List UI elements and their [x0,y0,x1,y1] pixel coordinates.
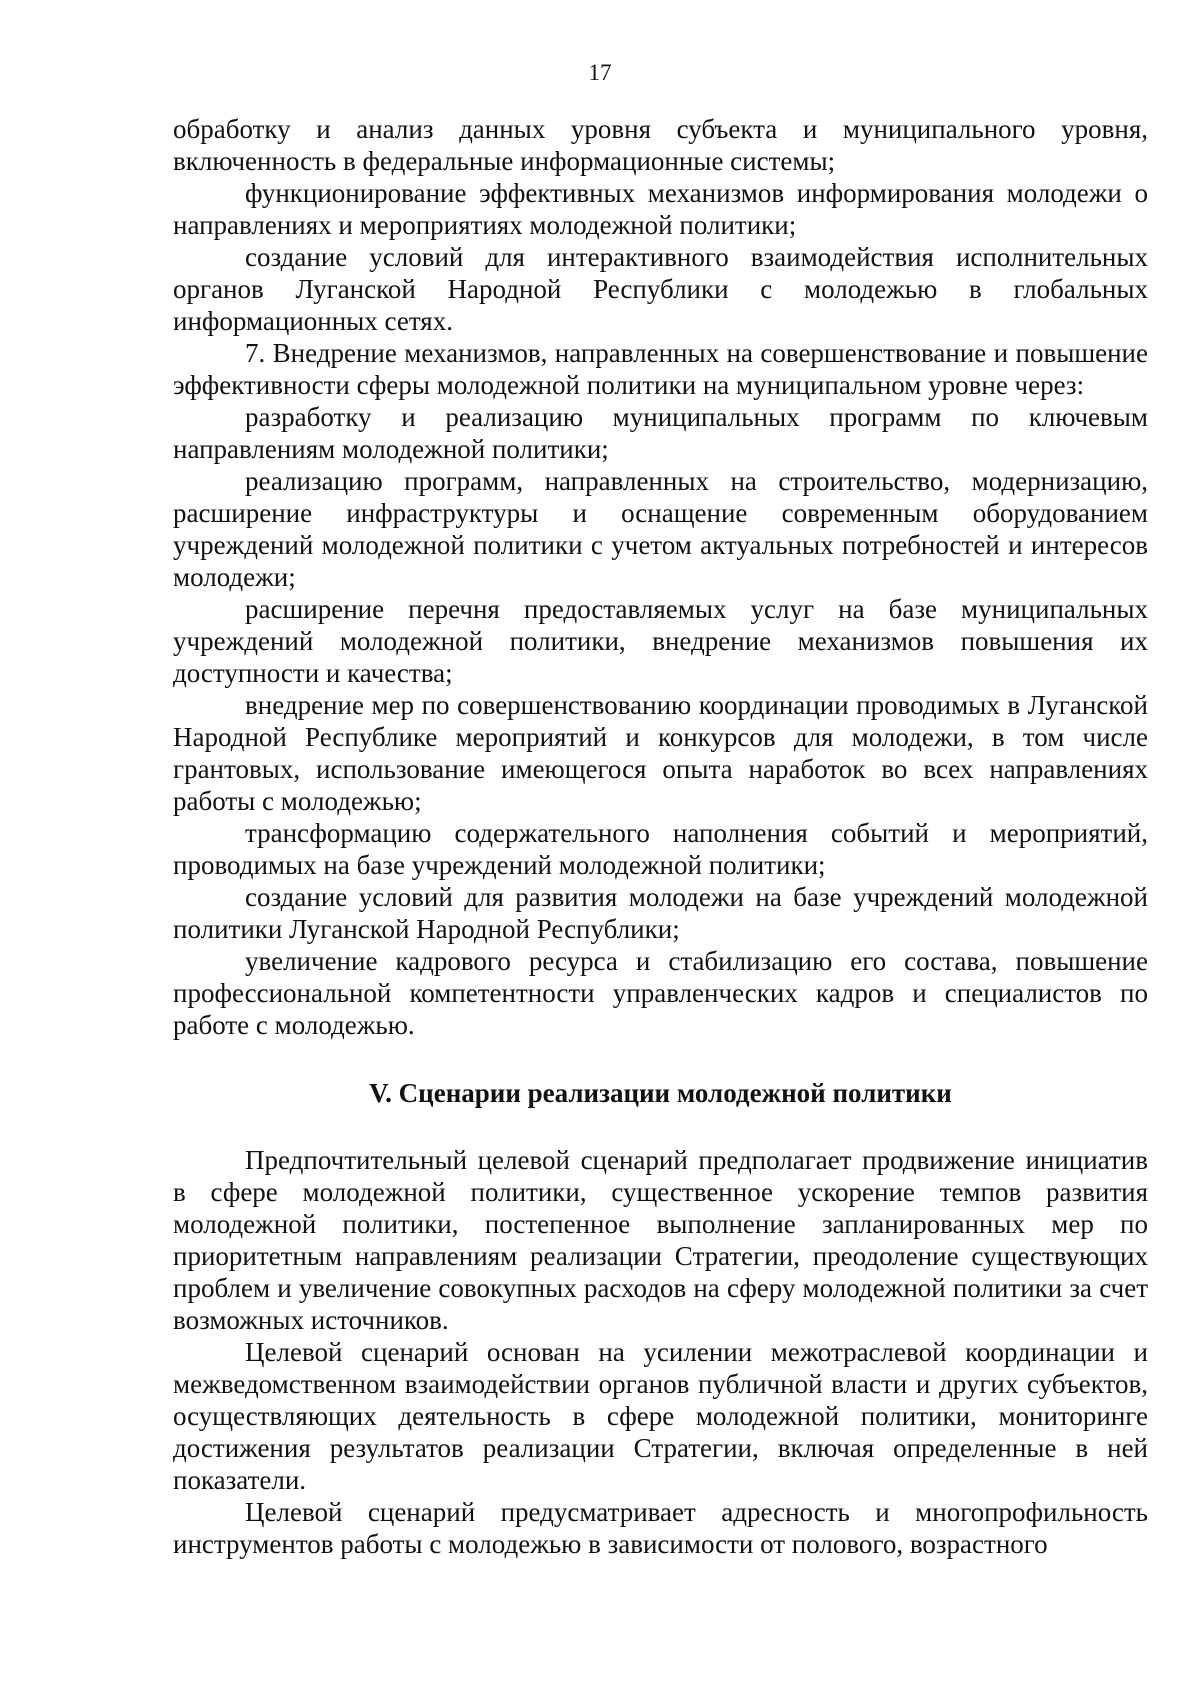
paragraph: трансформацию содержательного наполнения событий и мероприятий, проводимых на базе учреждений молодежной политики; [173,818,1148,880]
document-body [173,113,1148,1560]
section-heading: V. Сценарии реализации молодежной политики [369,1078,952,1108]
paragraph: 7. Внедрение механизмов, направленных на совершенствование и повышение эффективности сферы молодежной политики на муниципальном уровне через: [173,338,1148,400]
paragraph: реализацию программ, направленных на строительство, модернизацию, расширение инфраструктуры и оснащение современным оборудованием учреждений молодежной политики с учетом актуальных потребностей и интересов молодежи; [173,466,1148,592]
paragraph: Целевой сценарий основан на усилении межотраслевой координации и межведомственном взаимодействии органов публичной власти и других субъектов, осуществляющих деятельность в сфере молодежной политики, мониторинге достижения результатов реализации Стратегии, включая определенные в ней показатели. [173,1337,1148,1495]
paragraph: Целевой сценарий предусматривает адресность и многопрофильность инструментов работы с молодежью в зависимости от полового, возрастного [173,1497,1148,1559]
paragraph: функционирование эффективных механизмов информирования молодежи о направлениях и мероприятиях молодежной политики; [173,178,1148,240]
paragraph: создание условий для развития молодежи на базе учреждений молодежной политики Луганской Народной Республики; [173,882,1148,944]
page-number: 17 [588,60,612,85]
paragraph: Предпочтительный целевой сценарий предполагает продвижение инициатив в сфере молодежной политики, существенное ускорение темпов развития молодежной политики, постепенное выполнение запланированных мер по приоритетным направлениям реализации Стратегии, преодоление существующих проблем и увеличение совокупных расходов на сферу молодежной политики за счет возможных источников. [173,1145,1148,1335]
paragraph: внедрение мер по совершенствованию координации проводимых в Луганской Народной Республике мероприятий и конкурсов для молодежи, в том числе грантовых, использование имеющегося опыта наработок во всех направлениях работы с молодежью; [173,690,1148,816]
paragraph: разработку и реализацию муниципальных программ по ключевым направлениям молодежной политики; [173,402,1148,464]
paragraph: увеличение кадрового ресурса и стабилизацию его состава, повышение профессиональной компетентности управленческих кадров и специалистов по работе с молодежью. [173,946,1148,1040]
paragraph: создание условий для интерактивного взаимодействия исполнительных органов Луганской Народной Республики с молодежью в глобальных информационных сетях. [173,242,1148,336]
paragraph: расширение перечня предоставляемых услуг на базе муниципальных учреждений молодежной политики, внедрение механизмов повышения их доступности и качества; [173,594,1148,688]
paragraph: обработку и анализ данных уровня субъекта и муниципального уровня, включенность в федеральные информационные системы; [173,114,1148,176]
